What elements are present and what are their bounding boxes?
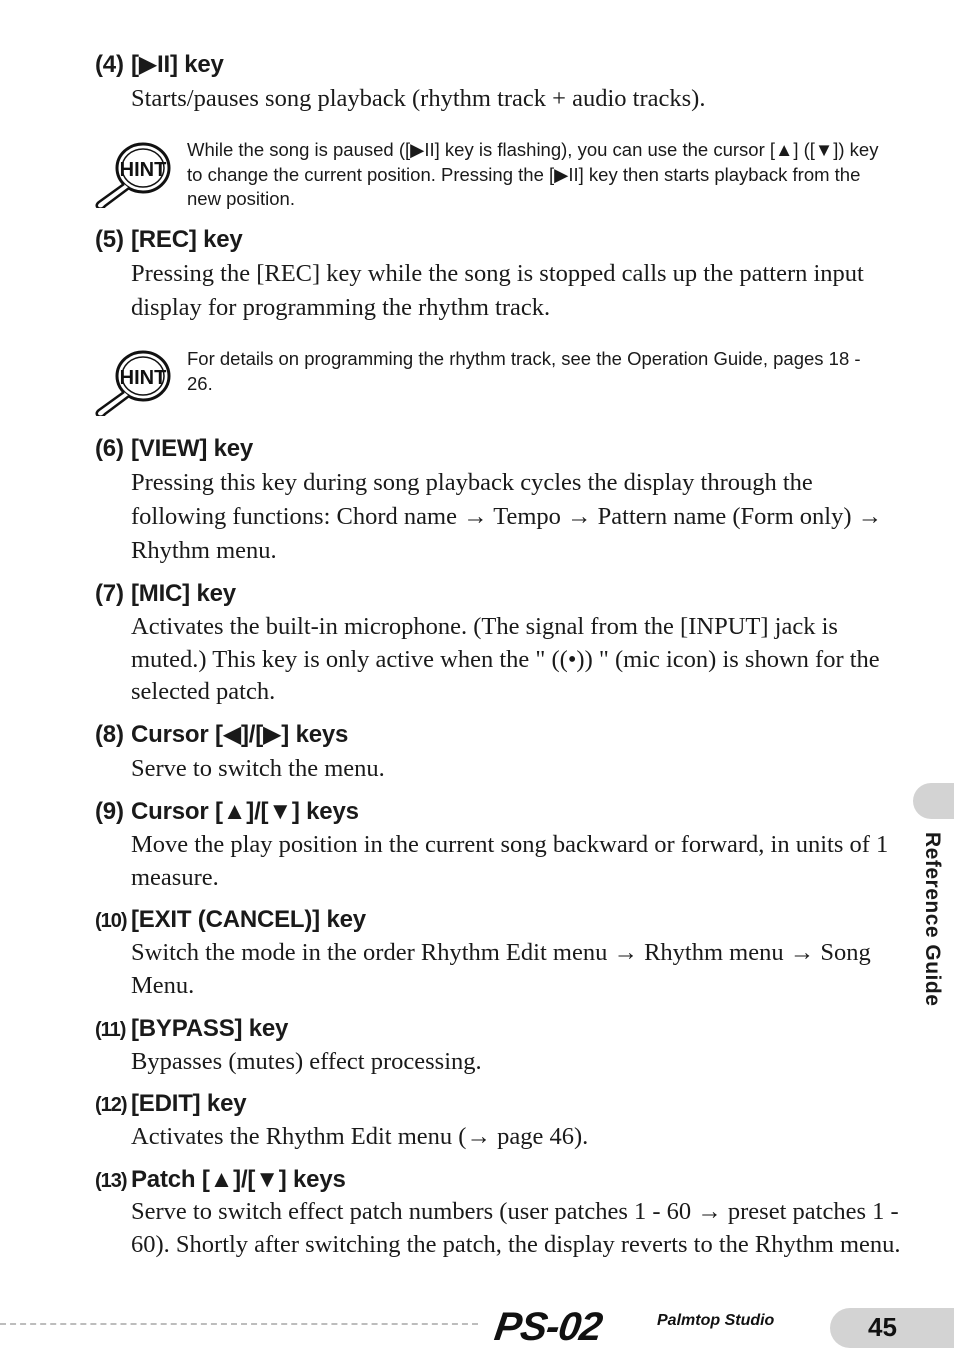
- section-heading-6: [95, 435, 253, 463]
- section-number: (10): [95, 910, 127, 932]
- magnifier-hint-icon: [93, 346, 173, 416]
- section-title: [▶II] key: [131, 51, 224, 78]
- section-body-13: Serve to switch effect patch numbers (user patches 1 - 60 → preset patches 1 - 60). Shortly after switching the patch, the display reverts to the Rhythm menu.: [131, 1198, 901, 1258]
- section-body-10: Switch the mode in the order Rhythm Edit menu → Rhythm menu → Song Menu.: [131, 939, 871, 999]
- hint-text-2: For details on programming the rhythm track, see the Operation Guide, pages 18 - 26.: [187, 348, 861, 394]
- section-title: Cursor [◀]/[▶] keys: [131, 721, 349, 748]
- section-title: [EDIT] key: [131, 1090, 247, 1117]
- section-body-9: Move the play position in the current song backward or forward, in units of 1 measure.: [131, 831, 889, 891]
- section-body-5: Pressing the [REC] key while the song is stopped calls up the pattern input display for programming the rhythm track.: [131, 260, 864, 321]
- section-body-4: Starts/pauses song playback (rhythm track + audio tracks).: [131, 85, 706, 112]
- section-number: (11): [95, 1019, 126, 1041]
- section-number: (9): [95, 798, 124, 825]
- section-heading-7: [95, 580, 236, 608]
- section-heading-5: [95, 226, 243, 254]
- section-heading-13: [95, 1166, 346, 1195]
- section-heading-4: [95, 51, 224, 79]
- section-number: (8): [95, 721, 124, 748]
- section-title: [VIEW] key: [131, 435, 254, 462]
- section-heading-9: [95, 798, 359, 826]
- section-title: [EXIT (CANCEL)] key: [131, 906, 366, 933]
- section-number: (13): [95, 1170, 127, 1192]
- hint-text-1: While the song is paused ([▶II] key is flashing), you can use the cursor [▲] ([▼]) key to change the current position. Pressing the [▶II] key then starts playback from the new position.: [187, 139, 879, 209]
- section-heading-10: [95, 906, 366, 935]
- brand-logo: PS-02: [491, 1305, 605, 1349]
- brand-subtitle: Palmtop Studio: [657, 1312, 775, 1329]
- magnifier-hint-icon: [93, 138, 173, 208]
- section-title: [BYPASS] key: [131, 1015, 289, 1042]
- section-number: (6): [95, 435, 124, 462]
- section-title: Patch [▲]/[▼] keys: [131, 1166, 346, 1193]
- section-number: (7): [95, 580, 124, 607]
- hint-label: HINT: [119, 367, 167, 389]
- section-number: (4): [95, 51, 124, 78]
- side-label: Reference Guide: [921, 832, 944, 1007]
- section-body-6: Pressing this key during song playback cycles the display through the following functions: Chord name → Tempo → Pattern name (Form only) → Rhythm menu.: [131, 469, 883, 564]
- footer-divider: [0, 1323, 478, 1325]
- section-title: [MIC] key: [131, 580, 236, 607]
- section-title: [REC] key: [131, 226, 243, 253]
- section-number: (12): [95, 1094, 127, 1116]
- hint-label: HINT: [119, 159, 167, 181]
- section-body-12: Activates the Rhythm Edit menu (→ page 46).: [131, 1123, 589, 1150]
- page-number: 45: [868, 1312, 897, 1342]
- section-number: (5): [95, 226, 124, 253]
- section-heading-8: [95, 721, 348, 749]
- section-body-11: Bypasses (mutes) effect processing.: [131, 1048, 482, 1075]
- section-heading-11: [95, 1015, 288, 1044]
- side-tab: [913, 783, 954, 819]
- section-heading-12: [95, 1090, 246, 1119]
- section-body-7: Activates the built-in microphone. (The signal from the [INPUT] jack is muted.) This key is only active when the " ((•)) " (mic icon) is shown for the selected patch.: [131, 613, 880, 705]
- section-title: Cursor [▲]/[▼] keys: [131, 798, 359, 825]
- section-body-8: Serve to switch the menu.: [131, 755, 385, 782]
